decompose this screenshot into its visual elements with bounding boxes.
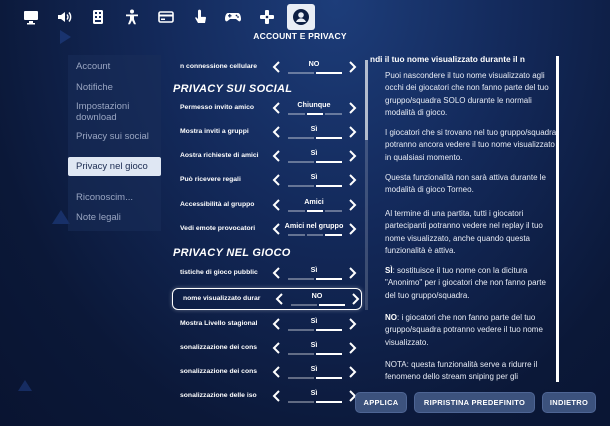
settings-scrollbar-thumb[interactable]: [365, 60, 368, 140]
chevron-left-icon[interactable]: [269, 221, 283, 237]
chevron-left-icon[interactable]: [269, 197, 283, 213]
setting-value: NO: [311, 291, 323, 300]
settings-submenu: [68, 55, 161, 231]
option-indicator: [288, 353, 342, 356]
setting-row-selected[interactable]: [172, 288, 362, 310]
setting-row[interactable]: [170, 338, 364, 360]
chevron-right-icon[interactable]: [348, 291, 362, 307]
setting-label: Aostra richieste di amici: [180, 152, 259, 159]
setting-label: n connessione cellulare: [180, 63, 258, 70]
submenu-item-account[interactable]: Account: [76, 61, 111, 72]
reset-defaults-button[interactable]: RIPRISTINA PREDEFINITO: [414, 392, 535, 413]
top-tab-bar: [0, 0, 610, 48]
option-yes-text: : sostituisce il tuo nome con la dicitura "Anonimo" per i giocatori che non fanno parte del tuo gruppo/squadra.: [385, 266, 546, 300]
active-tab-title: ACCOUNT E PRIVACY: [253, 31, 347, 41]
chevron-right-icon[interactable]: [345, 148, 359, 164]
setting-label: Può ricevere regali: [180, 176, 241, 183]
chevron-left-icon[interactable]: [269, 148, 283, 164]
setting-value: Chiunque: [297, 100, 331, 109]
section-title-game-privacy: PRIVACY NEL GIOCO: [173, 247, 291, 259]
description-paragraph: Puoi nascondere il tuo nome visualizzato agli occhi dei giocatori che non fanno parte del tuo gruppo/squadra SOLO durante le normali modalità di gioco.: [385, 71, 549, 117]
description-paragraph: [385, 312, 557, 349]
option-indicator: [291, 304, 345, 307]
chevron-left-icon[interactable]: [269, 388, 283, 404]
chevron-right-icon[interactable]: [345, 221, 359, 237]
setting-value: NO: [308, 59, 320, 68]
gamepad-icon[interactable]: [253, 4, 281, 30]
accessibility-icon[interactable]: [118, 4, 146, 30]
option-indicator: [288, 72, 342, 75]
chevron-right-icon[interactable]: [345, 364, 359, 380]
touch-icon[interactable]: [186, 4, 214, 30]
speaker-icon[interactable]: [50, 4, 78, 30]
option-indicator: [288, 377, 342, 380]
option-no-text: : i giocatori che non fanno parte del tuo gruppo/squadra potranno vedere il tuo nome visualizzato.: [385, 313, 543, 347]
monitor-icon[interactable]: [17, 4, 45, 30]
option-indicator: [288, 278, 342, 281]
chevron-right-icon[interactable]: [345, 59, 359, 75]
back-button[interactable]: INDIETRO: [542, 392, 596, 413]
chevron-left-icon[interactable]: [269, 316, 283, 332]
option-indicator: [288, 113, 342, 116]
setting-row[interactable]: [170, 98, 364, 120]
account-icon[interactable]: [287, 4, 315, 30]
setting-value: Sì: [310, 148, 318, 157]
option-indicator: [288, 185, 342, 188]
setting-row[interactable]: [170, 195, 364, 217]
setting-value: Amici nel gruppo: [284, 221, 344, 230]
setting-value: Sì: [310, 172, 318, 181]
gamepad-grid-icon[interactable]: [84, 4, 112, 30]
chevron-right-icon[interactable]: [345, 172, 359, 188]
setting-label: Mostra inviti a gruppi: [180, 128, 249, 135]
description-paragraph: NOTA: questa funzionalità serve a ridurre il fenomeno dello stream sniping per gli: [385, 360, 538, 382]
setting-row[interactable]: [170, 146, 364, 168]
chevron-left-icon[interactable]: [269, 59, 283, 75]
setting-label: Permesso invito amico: [180, 104, 255, 111]
description-panel: [370, 50, 562, 385]
setting-row[interactable]: [170, 219, 364, 241]
submenu-item-notifications[interactable]: Notifiche: [76, 82, 113, 93]
chevron-left-icon[interactable]: [272, 291, 286, 307]
setting-row[interactable]: [170, 386, 364, 408]
setting-row[interactable]: [170, 314, 364, 336]
chevron-left-icon[interactable]: [269, 124, 283, 140]
description-paragraph: I giocatori che si trovano nel tuo gruppo/squadra potranno ancora vedere il tuo nome visualizzato in qualsiasi momento.: [385, 128, 557, 162]
chevron-right-icon[interactable]: [345, 197, 359, 213]
setting-label: sonalizzazione delle iso: [180, 392, 257, 399]
submenu-item-download-settings[interactable]: Impostazioni download: [76, 101, 130, 123]
submenu-item-game-privacy[interactable]: Privacy nel gioco: [68, 157, 161, 176]
chevron-right-icon[interactable]: [345, 316, 359, 332]
option-indicator: [288, 210, 342, 213]
description-title: ndi il tuo nome visualizzato durante il n: [370, 54, 525, 64]
setting-value: Sì: [310, 340, 318, 349]
chevron-left-icon[interactable]: [269, 172, 283, 188]
chevron-right-icon[interactable]: [345, 265, 359, 281]
setting-label: sonalizzazione dei cons: [180, 344, 258, 351]
submenu-item-social-privacy[interactable]: Privacy sui social: [76, 131, 149, 142]
setting-row[interactable]: [170, 122, 364, 144]
setting-value: Sì: [310, 316, 318, 325]
chevron-left-icon[interactable]: [269, 364, 283, 380]
setting-label: sonalizzazione dei cons: [180, 368, 258, 375]
setting-label: Mostra Livello stagional: [180, 320, 258, 327]
chevron-left-icon[interactable]: [269, 265, 283, 281]
controller-icon[interactable]: [219, 4, 247, 30]
setting-value: Sì: [310, 364, 318, 373]
chevron-right-icon[interactable]: [345, 100, 359, 116]
setting-value: Amici: [304, 197, 324, 206]
setting-label: Accessibilità al gruppo: [180, 201, 255, 208]
setting-label: Vedi emote provocatori: [180, 225, 256, 232]
card-icon[interactable]: [152, 4, 180, 30]
option-indicator: [288, 401, 342, 404]
description-paragraph: Al termine di una partita, tutti i giocatori partecipanti potranno vedere nel replay il tuo nome visualizzato, anche quando questa funzionalità è attiva.: [385, 209, 543, 255]
setting-value: Sì: [310, 124, 318, 133]
setting-row[interactable]: [170, 57, 364, 79]
chevron-right-icon[interactable]: [345, 124, 359, 140]
setting-row[interactable]: [170, 362, 364, 384]
option-indicator: [288, 329, 342, 332]
setting-label: nome visualizzato durar: [183, 295, 261, 302]
option-yes-key: SÌ: [385, 266, 393, 275]
option-no-key: NO: [385, 313, 397, 322]
settings-list: [170, 52, 370, 426]
option-indicator: [288, 137, 342, 140]
setting-value: Sì: [310, 388, 318, 397]
section-title-social-privacy: PRIVACY SUI SOCIAL: [173, 83, 293, 95]
setting-row[interactable]: [170, 263, 364, 285]
description-paragraph: Questa funzionalità non sarà attiva durante le modalità di gioco Torneo.: [385, 173, 546, 195]
chevron-right-icon[interactable]: [345, 340, 359, 356]
setting-label: tistiche di gioco pubblic: [180, 269, 258, 276]
chevron-left-icon[interactable]: [269, 100, 283, 116]
setting-row[interactable]: [170, 170, 364, 192]
setting-value: Sì: [310, 265, 318, 274]
apply-button[interactable]: APPLICA: [355, 392, 407, 413]
option-indicator: [288, 161, 342, 164]
submenu-item-legal-notes[interactable]: Note legali: [76, 212, 121, 223]
option-indicator: [288, 234, 342, 237]
description-paragraph: [385, 265, 557, 302]
chevron-left-icon[interactable]: [269, 340, 283, 356]
submenu-item-credits[interactable]: Riconoscim...: [76, 192, 134, 203]
